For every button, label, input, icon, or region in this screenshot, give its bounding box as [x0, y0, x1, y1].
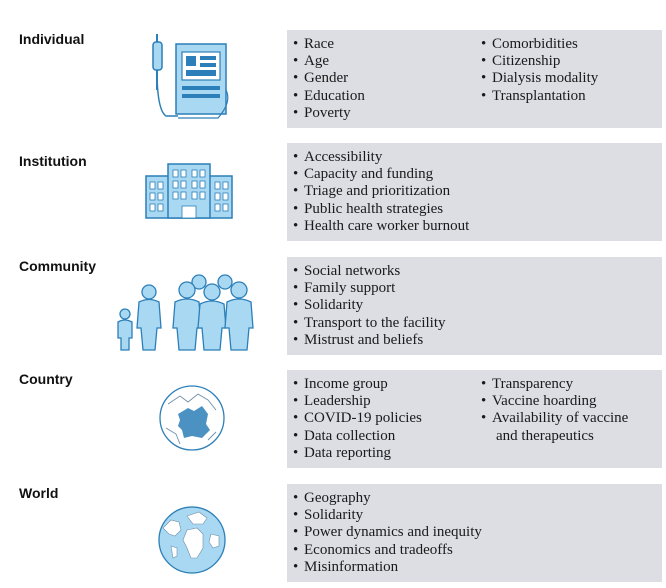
factor-column-1 — [290, 36, 365, 122]
factor-item: • Economics and tradeoffs — [290, 542, 482, 559]
globe-icon — [157, 500, 227, 580]
factor-item: • Dialysis modality — [478, 70, 598, 87]
hospital-building-icon — [144, 160, 234, 220]
factor-item: • Family support — [290, 280, 446, 297]
factor-panel — [287, 30, 662, 128]
level-label: Institution — [19, 153, 87, 169]
factor-item: • Health care worker burnout — [290, 218, 469, 235]
factor-panel — [287, 370, 662, 468]
factor-column-2 — [478, 36, 598, 105]
factor-item: • Race — [290, 36, 365, 53]
factor-item: • Income group — [290, 376, 422, 393]
factor-item: • Gender — [290, 70, 365, 87]
factor-column-1 — [290, 263, 446, 349]
factor-item: • Accessibility — [290, 149, 469, 166]
factor-item: • Poverty — [290, 105, 365, 122]
factor-item: • Public health strategies — [290, 201, 469, 218]
factor-item: • Geography — [290, 490, 482, 507]
factor-item: • Transport to the facility — [290, 315, 446, 332]
factor-item: • Age — [290, 53, 365, 70]
factor-item: • Transparency — [478, 376, 628, 393]
factor-panel — [287, 257, 662, 355]
factor-item: • COVID-19 policies — [290, 410, 422, 427]
country-map-icon — [158, 384, 226, 452]
factor-item: • Solidarity — [290, 507, 482, 524]
level-label: World — [19, 485, 59, 501]
factor-item: • Mistrust and beliefs — [290, 332, 446, 349]
factor-item: • Data reporting — [290, 445, 422, 462]
factor-column-1 — [290, 490, 482, 576]
factor-item: • Education — [290, 88, 365, 105]
level-label: Country — [19, 371, 73, 387]
factor-item: • Solidarity — [290, 297, 446, 314]
people-group-icon — [113, 272, 261, 352]
factor-panel — [287, 484, 662, 582]
factor-item: • Triage and prioritization — [290, 183, 469, 200]
factor-item: • Leadership — [290, 393, 422, 410]
level-label: Community — [19, 258, 96, 274]
factor-item: • Power dynamics and inequity — [290, 524, 482, 541]
factor-item-continuation — [478, 428, 628, 445]
factor-column-1 — [290, 149, 469, 235]
factor-item: • Transplantation — [478, 88, 598, 105]
factor-item-continuation-text: and therapeutics — [496, 427, 594, 444]
factor-column-1 — [290, 376, 422, 462]
factor-column-2 — [478, 376, 628, 445]
level-label: Individual — [19, 31, 85, 47]
dialysis-machine-icon — [148, 30, 230, 122]
factor-item: • Comorbidities — [478, 36, 598, 53]
factor-item: • Vaccine hoarding — [478, 393, 628, 410]
factor-item: • Data collection — [290, 428, 422, 445]
factor-item: • Availability of vaccine — [478, 410, 628, 427]
factor-item: • Citizenship — [478, 53, 598, 70]
factor-item: • Capacity and funding — [290, 166, 469, 183]
factor-item: • Misinformation — [290, 559, 482, 576]
factor-item: • Social networks — [290, 263, 446, 280]
factor-panel — [287, 143, 662, 241]
